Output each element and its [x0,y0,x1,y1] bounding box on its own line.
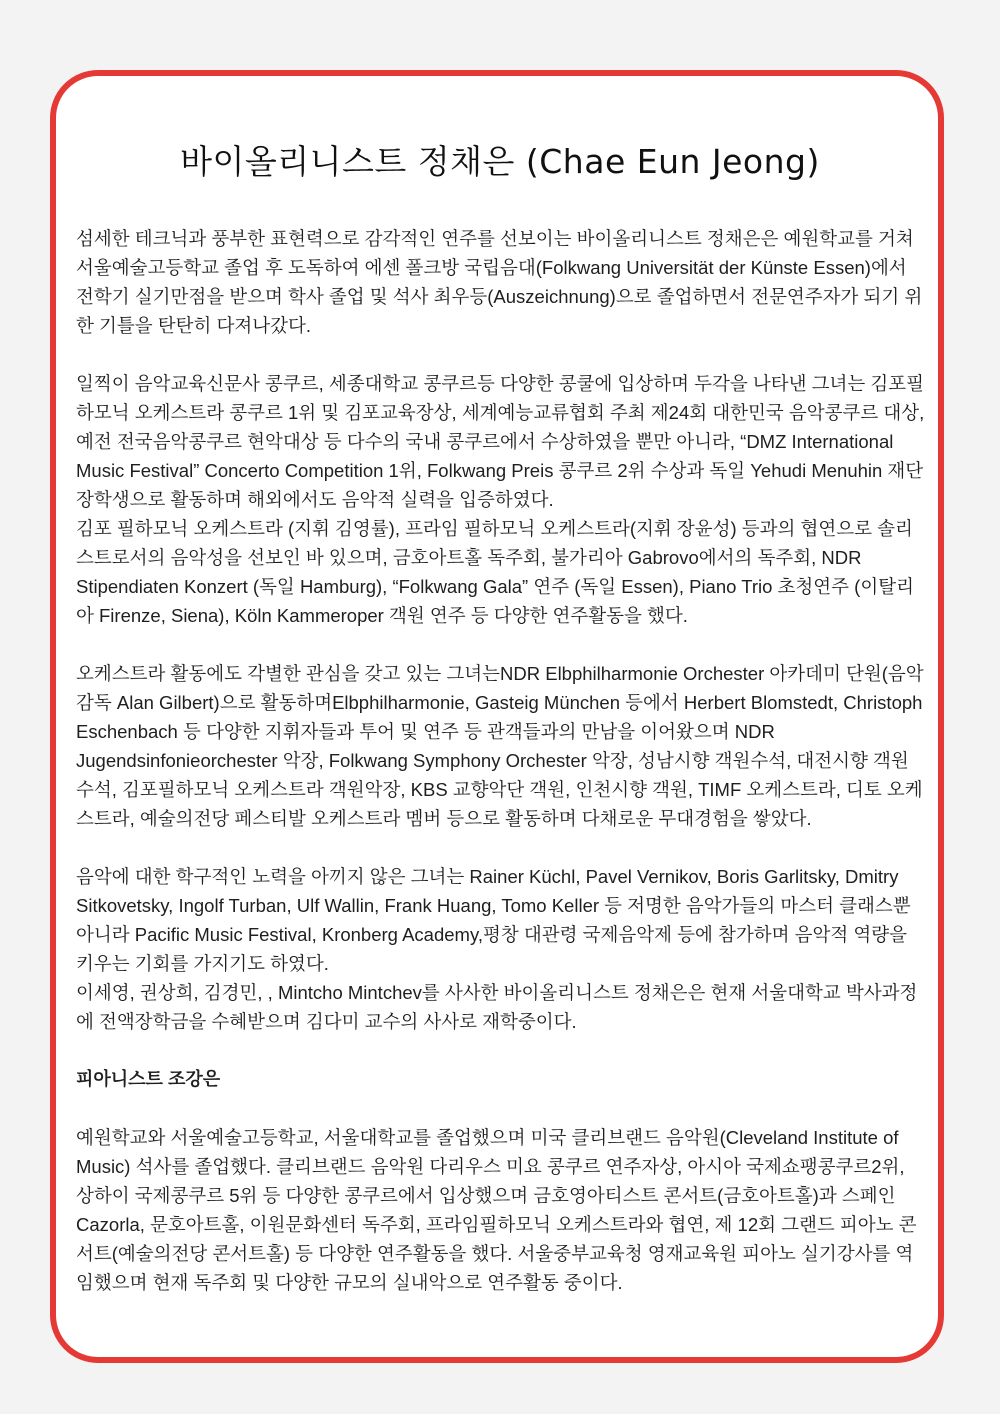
violinist-paragraph-competitions: 일찍이 음악교육신문사 콩쿠르, 세종대학교 콩쿠르등 다양한 콩쿨에 입상하며 두각을 나타낸 그녀는 김포필하모닉 오케스트라 콩쿠르 1위 및 김포교육장상, 세계예능교류협회 주최 제24회 대한민국 음악콩쿠르 대상, 예전 전국음악콩쿠르 현악대상 등 다수의 국내 콩쿠르에서 수상하였을 뿐만 아니라, “DMZ International Music Festival” Concerto Competition 1위, Folkwang Preis 콩쿠르 2위 수상과 독일 Yehudi Menuhin 재단 장학생으로 활동하며 해외에서도 음악적 실력을 입증하였다. [76,373,925,510]
paragraph-spacer [76,1036,926,1065]
violinist-paragraph-current-study: 이세영, 권상희, 김경민, , Mintcho Mintchev를 사사한 바이올리니스트 정채은은 현재 서울대학교 박사과정에 전액장학금을 수혜받으며 김다미 교수의 사사로 재학중이다. [76,982,918,1032]
paragraph-spacer [76,630,926,659]
page-title: 바이올리니스트 정채은 (Chae Eun Jeong) [180,142,820,181]
paragraph-spacer [76,1094,926,1123]
document-body [76,224,926,1297]
paragraph-spacer [76,833,926,862]
pianist-paragraph: 예원학교와 서울예술고등학교, 서울대학교를 졸업했으며 미국 클리브랜드 음악원(Cleveland Institute of Music) 석사를 졸업했다. 클리브랜드 음악원 다리우스 미요 콩쿠르 연주자상, 아시아 국제쇼팽콩쿠르2위, 상하이 국제콩쿠르 5위 등 다양한 콩쿠르에서 입상했으며 금호영아티스트 콘서트(금호아트홀)과 스페인 Cazorla, 문호아트홀, 이원문화센터 독주회, 프라임필하모닉 오케스트라와 협연, 제 12회 그랜드 피아노 콘서트(예술의전당 콘서트홀) 등 다양한 연주활동을 했다. 서울중부교육청 영재교육원 피아노 실기강사를 역임했으며 현재 독주회 및 다양한 규모의 실내악으로 연주활동 중이다. [76,1127,917,1293]
violinist-paragraph-masterclasses: 음악에 대한 학구적인 노력을 아끼지 않은 그녀는 Rainer Küchl, Pavel Vernikov, Boris Garlitsky, Dmitry Sitkovetsky, Ingolf Turban, Ulf Wallin, Frank Huang, Tomo Keller 등 저명한 음악가들의 마스터 클래스뿐 아니라 Pacific Music Festival, Kronberg Academy,평창 대관령 국제음악제 등에 참가하며 음악적 역량을 키우는 기회를 가지기도 하였다. [76,866,911,974]
pianist-heading: 피아니스트 조강은 [76,1069,221,1089]
paragraph-spacer [76,340,926,369]
violinist-paragraph-orchestra: 오케스트라 활동에도 각별한 관심을 갖고 있는 그녀는NDR Elbphilharmonie Orchester 아카데미 단원(음악감독 Alan Gilbert)으로 활동하며Elbphilharmonie, Gasteig München 등에서 Herbert Blomstedt, Christoph Eschenbach 등 다양한 지휘자들과 투어 및 연주 등 관객들과의 만남을 이어왔으며 NDR Jugendsinfonieorchester 악장, Folkwang Symphony Orchester 악장, 성남시향 객원수석, 대전시향 객원수석, 김포필하모닉 오케스트라 객원악장, KBS 교향악단 객원, 인천시향 객원, TIMF 오케스트라, 디토 오케스트라, 예술의전당 페스티발 오케스트라 멤버 등으로 활동하며 다채로운 무대경험을 쌓았다. [76,663,924,829]
violinist-paragraph-education: 섬세한 테크닉과 풍부한 표현력으로 감각적인 연주를 선보이는 바이올리니스트 정채은은 예원학교를 거쳐 서울예술고등학교 졸업 후 도독하여 에센 폴크방 국립음대(Folkwang Universität der Künste Essen)에서 전학기 실기만점을 받으며 학사 졸업 및 석사 최우등(Auszeichnung)으로 졸업하면서 전문연주자가 되기 위한 기틀을 탄탄히 다져나갔다. [76,228,923,336]
violinist-paragraph-performances: 김포 필하모닉 오케스트라 (지휘 김영률), 프라임 필하모닉 오케스트라(지휘 장윤성) 등과의 협연으로 솔리스트로서의 음악성을 선보인 바 있으며, 금호아트홀 독주회, 불가리아 Gabrovo에서의 독주회, NDR Stipendiaten Konzert (독일 Hamburg), “Folkwang Gala” 연주 (독일 Essen), Piano Trio 초청연주 (이탈리아 Firenze, Siena), Köln Kammeroper 객원 연주 등 다양한 연주활동을 했다. [76,518,914,626]
